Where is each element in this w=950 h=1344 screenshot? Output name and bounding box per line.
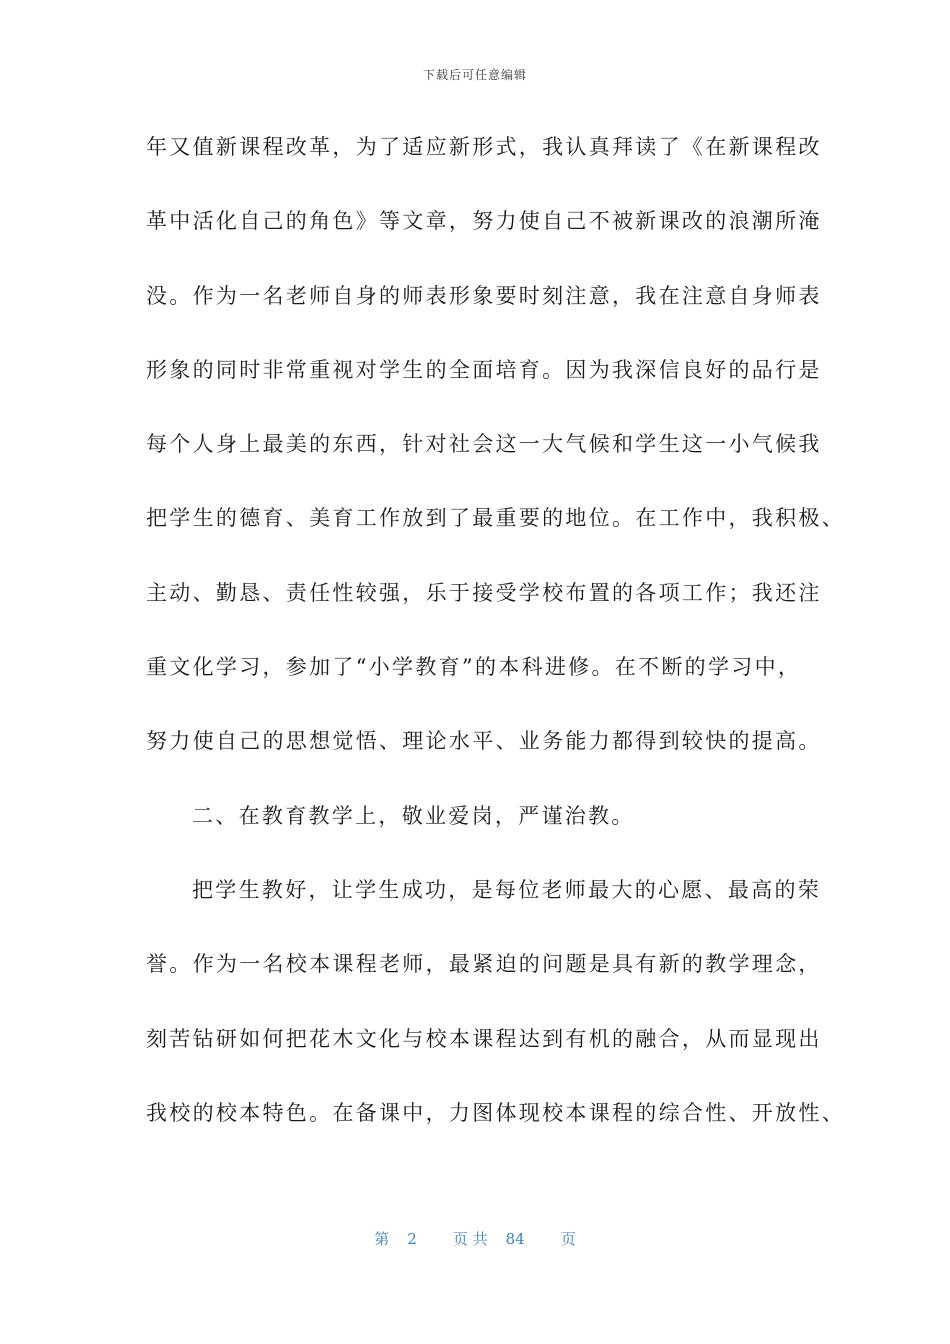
footer-middle: 页 共 [452,1230,488,1248]
page-footer [0,1228,950,1249]
body-line: 年又值新课程改革，为了适应新形式，我认真拜读了《在新课程改 [146,135,822,159]
body-line: 重文化学习，参加了“小学教育”的本科进修。在不断的学习中， [146,655,802,680]
body-line: 誉。作为一名校本课程老师，最紧迫的问题是具有新的教学理念， [146,952,822,977]
total-pages-number: 84 [505,1230,525,1248]
body-line: 刻苦钻研如何把花木文化与校本课程达到有机的融合，从而显现出 [146,1026,822,1051]
body-line: 我校的校本特色。在备课中，力图体现校本课程的综合性、开放性、 [146,1100,845,1125]
paragraph-first-line: 把学生教好，让学生成功，是每位老师最大的心愿、最高的荣 [192,877,822,902]
current-page-number: 2 [407,1230,417,1248]
footer-suffix: 页 [560,1230,576,1248]
body-line: 形象的同时非常重视对学生的全面培育。因为我深信良好的品行是 [146,357,822,382]
body-line: 每个人身上最美的东西，针对社会这一大气候和学生这一小气候我 [146,432,822,457]
body-line: 把学生的德育、美育工作放到了最重要的地位。在工作中，我积极、 [146,506,845,531]
body-line: 努力使自己的思想觉悟、理论水平、业务能力都得到较快的提高。 [146,729,822,754]
body-line: 主动、勤恳、责任性较强，乐于接受学校布置的各项工作；我还注 [146,580,822,605]
body-line: 革中活化自己的角色》等文章，努力使自己不被新课改的浪潮所淹 [146,209,822,234]
section-heading: 二、在教育教学上，敬业爱岗，严谨治教。 [192,803,635,828]
body-line: 没。作为一名老师自身的师表形象要时刻注意，我在注意自身师表 [146,283,822,308]
page-header: 下载后可任意编辑 [422,68,527,82]
footer-prefix: 第 [374,1230,390,1248]
document-body [146,127,845,1167]
